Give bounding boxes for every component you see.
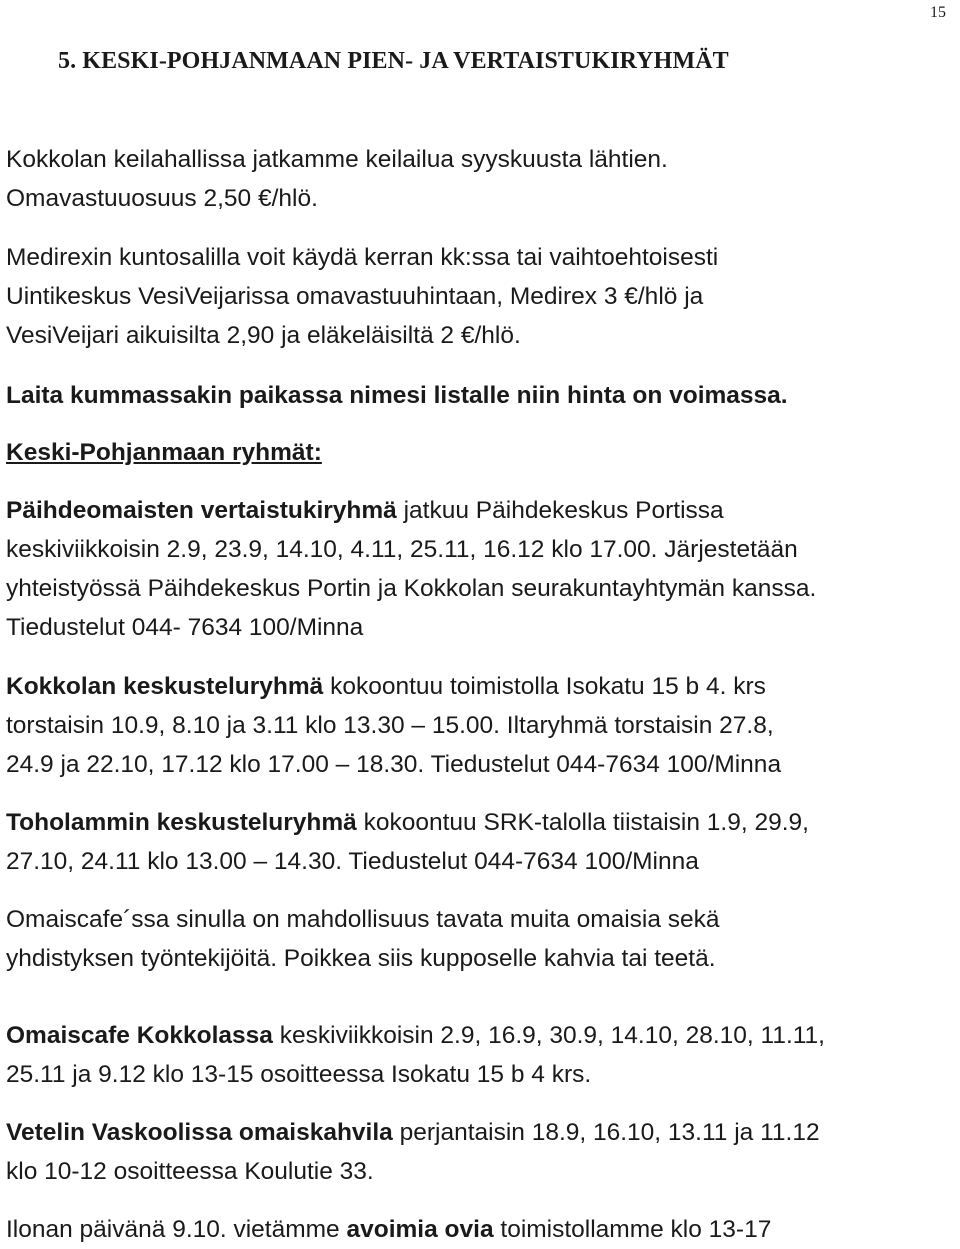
text-line: 24.9 ja 22.10, 17.12 klo 17.00 – 18.30. Tiedustelut 044-7634 100/Minna	[6, 751, 782, 778]
text-line	[6, 803, 809, 842]
omaiscafe-kokkola-paragraph	[6, 1016, 825, 1094]
text-line	[6, 1016, 825, 1055]
text-line: Omaiscafe´ssa sinulla on mahdollisuus tavata muita omaisia sekä	[6, 906, 720, 933]
substance-group-paragraph	[6, 491, 816, 647]
text-line: 25.11 ja 9.12 klo 13-15 osoitteessa Isokatu 15 b 4 krs.	[6, 1061, 592, 1088]
gym-paragraph	[6, 238, 718, 355]
text-line: torstaisin 10.9, 8.10 ja 3.11 klo 13.30 – 15.00. Iltaryhmä torstaisin 27.8,	[6, 712, 774, 739]
text-line: Uintikeskus VesiVeijarissa omavastuuhintaan, Medirex 3 €/hlö ja	[6, 283, 704, 310]
text-line: yhdistyksen työntekijöitä. Poikkea siis kupposelle kahvia tai teetä.	[6, 945, 716, 972]
kokkola-group-paragraph	[6, 667, 781, 784]
text-line: Tiedustelut 044- 7634 100/Minna	[6, 614, 364, 641]
text-line	[6, 1210, 771, 1249]
text-span: keskiviikkoisin 2.9, 16.9, 30.9, 14.10, 28.10, 11.11,	[272, 1022, 825, 1049]
text-line: Medirexin kuntosalilla voit käydä kerran kk:ssa tai vaihtoehtoisesti	[6, 244, 719, 271]
section-heading: 5. KESKI-POHJANMAAN PIEN- JA VERTAISTUKIRYHMÄT	[58, 48, 729, 74]
list-notice: Laita kummassakin paikassa nimesi listalle niin hinta on voimassa.	[6, 382, 788, 409]
group-title: Toholammin keskusteluryhmä	[6, 809, 357, 836]
text-span: perjantaisin 18.9, 16.10, 13.11 ja 11.12	[392, 1119, 820, 1146]
text-line: yhteistyössä Päihdekeskus Portin ja Kokkolan seurakuntayhtymän kanssa.	[6, 575, 817, 602]
text-line: VesiVeijari aikuisilta 2,90 ja eläkeläisiltä 2 €/hlö.	[6, 322, 521, 349]
text-span: kokoontuu SRK-talolla tiistaisin 1.9, 29.9,	[356, 809, 809, 836]
text-line	[6, 667, 781, 706]
groups-heading: Keski-Pohjanmaan ryhmät:	[6, 439, 322, 466]
text-span: jatkuu Päihdekeskus Portissa	[396, 497, 724, 524]
open-doors-emphasis: avoimia ovia	[346, 1216, 494, 1243]
group-title: Vetelin Vaskoolissa omaiskahvila	[6, 1119, 393, 1146]
ilona-paragraph	[6, 1210, 771, 1249]
text-line: klo 10-12 osoitteessa Koulutie 33.	[6, 1158, 374, 1185]
text-line	[6, 1113, 820, 1152]
omaiscafe-intro-paragraph	[6, 900, 720, 978]
page-number: 15	[930, 4, 946, 21]
bowling-paragraph	[6, 140, 668, 218]
group-title: Kokkolan keskusteluryhmä	[6, 673, 324, 700]
veteli-paragraph	[6, 1113, 820, 1191]
text-span: toimistollamme klo 13-17	[493, 1216, 772, 1243]
text-line	[6, 491, 816, 530]
text-line: 27.10, 24.11 klo 13.00 – 14.30. Tiedustelut 044-7634 100/Minna	[6, 848, 699, 875]
toholampi-group-paragraph	[6, 803, 809, 881]
group-title: Omaiscafe Kokkolassa	[6, 1022, 273, 1049]
text-line: keskiviikkoisin 2.9, 23.9, 14.10, 4.11, 25.11, 16.12 klo 17.00. Järjestetään	[6, 536, 798, 563]
text-line: Kokkolan keilahallissa jatkamme keilailua syyskuusta lähtien.	[6, 146, 668, 173]
text-span: kokoontuu toimistolla Isokatu 15 b 4. krs	[323, 673, 766, 700]
text-span: Ilonan päivänä 9.10. vietämme	[6, 1216, 347, 1243]
group-title: Päihdeomaisten vertaistukiryhmä	[6, 497, 397, 524]
text-line: Omavastuuosuus 2,50 €/hlö.	[6, 185, 318, 212]
